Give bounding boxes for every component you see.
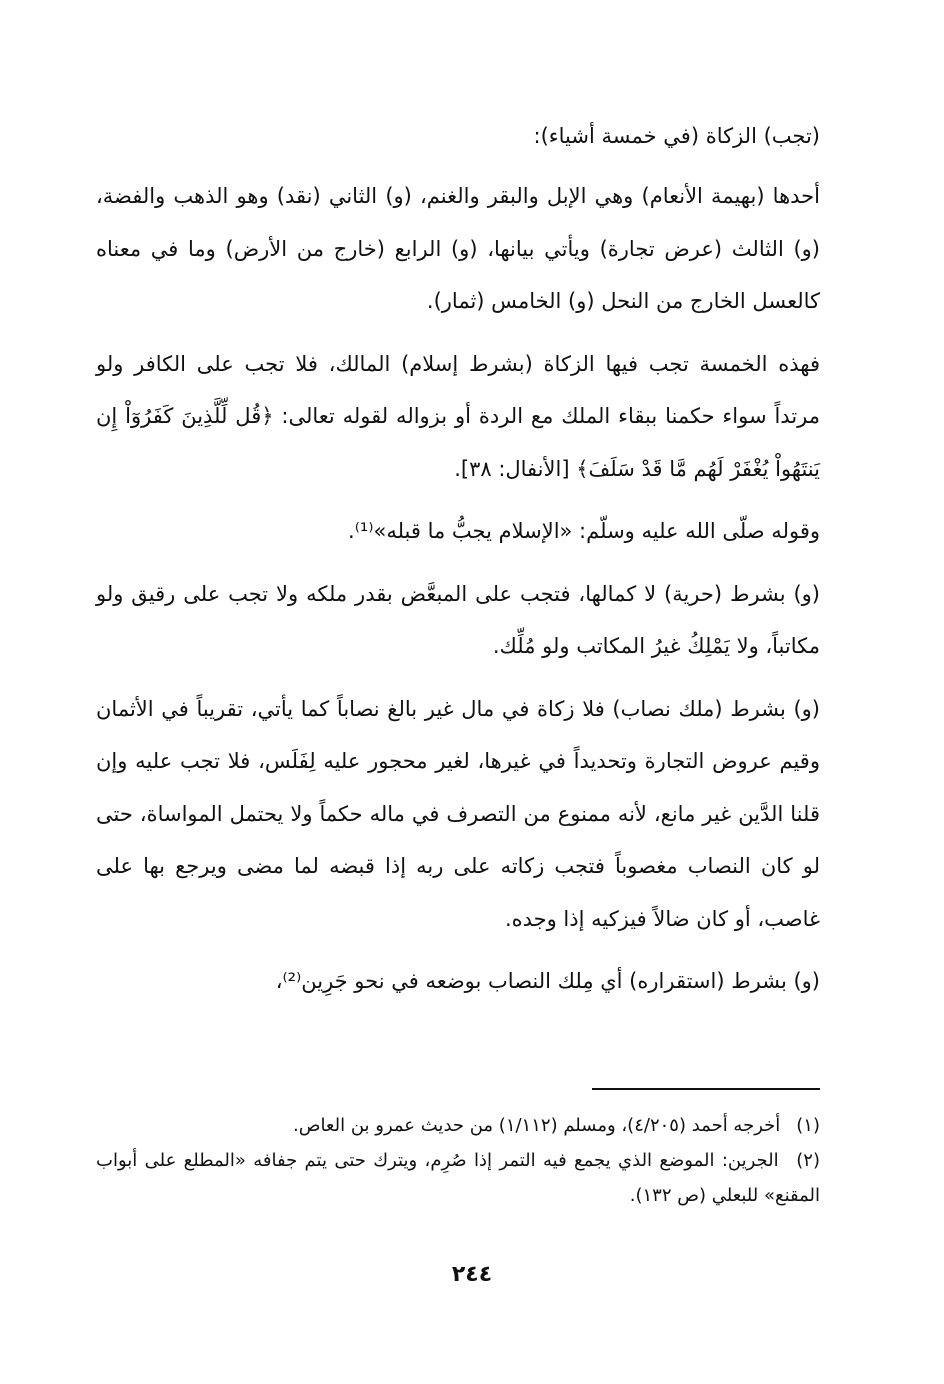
section-heading: (تجب) الزكاة (في خمسة أشياء): (533, 124, 820, 148)
footnotes (96, 1108, 820, 1213)
footnote-2-text: الجرين: الموضع الذي يجمع فيه التمر إذا صُرِم، ويترك حتى يتم جفافه «المطلع على أبواب المقنع» للبعلي (ص ١٣٢). (96, 1150, 820, 1206)
footnote-2 (96, 1143, 820, 1213)
footnote-1-number: (١) (796, 1115, 820, 1136)
paragraph-condition-freedom: (و) بشرط (حرية) لا كمالها، فتجب على المبعَّض بقدر ملكه ولا تجب على رقيق ولو مكاتباً، ولا يَمْلِكُ غيرُ المكاتب ولو مُلِّك. (96, 581, 820, 658)
main-text (96, 110, 820, 1018)
footnote-separator (592, 1088, 820, 1090)
paragraph-five-things: أحدها (بهيمة الأنعام) وهي الإبل والبقر والغنم، (و) الثاني (نقد) وهو الذهب والفضة، (و) الثالث (عرض تجارة) ويأتي بيانها، (و) الرابع (خارج من الأرض) وما في معناه كالعسل الخارج من النحل (و) الخامس (ثمار). (96, 184, 820, 313)
page-number: ٢٤٤ (451, 1262, 493, 1287)
footnote-1-text: أخرجه أحمد (٤/٢٠٥)، ومسلم (١/١١٢) من حديث عمرو بن العاص. (292, 1115, 781, 1136)
paragraph-hadith: وقوله صلّى الله عليه وسلّم: «الإسلام يجبُّ ما قبله»⁽¹⁾. (348, 519, 820, 543)
paragraph-condition-islam: فهذه الخمسة تجب فيها الزكاة (بشرط إسلام) المالك، فلا تجب على الكافر ولو مرتداً سواء حكمنا ببقاء الملك مع الردة أو بزواله لقوله تعالى: ﴿قُل لِّلَّذِينَ كَفَرُوٓاْ إِن يَنتَهُواْ يُغْفَرْ لَهُم مَّا قَدْ سَلَفَ﴾ [الأنفال: ٣٨]. (96, 351, 820, 481)
paragraph-condition-stability: (و) بشرط (استقراره) أي مِلك النصاب بوضعه في نحو جَرِين⁽²⁾، (275, 969, 820, 993)
footnote-1 (96, 1108, 820, 1143)
footnote-2-number: (٢) (796, 1150, 820, 1171)
paragraph-condition-nisab: (و) بشرط (ملك نصاب) فلا زكاة في مال غير بالغ نصاباً كما يأتي، تقريباً في الأثمان وقيم عروض التجارة وتحديداً في غيرها، لغير محجور عليه لِفَلَس، فلا تجب عليه وإن قلنا الدَّين غير مانع، لأنه ممنوع من التصرف في ماله حكماً ولا يحتمل المواساة، حتى لو كان النصاب مغصوباً فتجب زكاته على ربه إذا قبضه لما مضى ويرجع بها على غاصب، أو كان ضالاً فيزكيه إذا وجده. (96, 696, 820, 931)
